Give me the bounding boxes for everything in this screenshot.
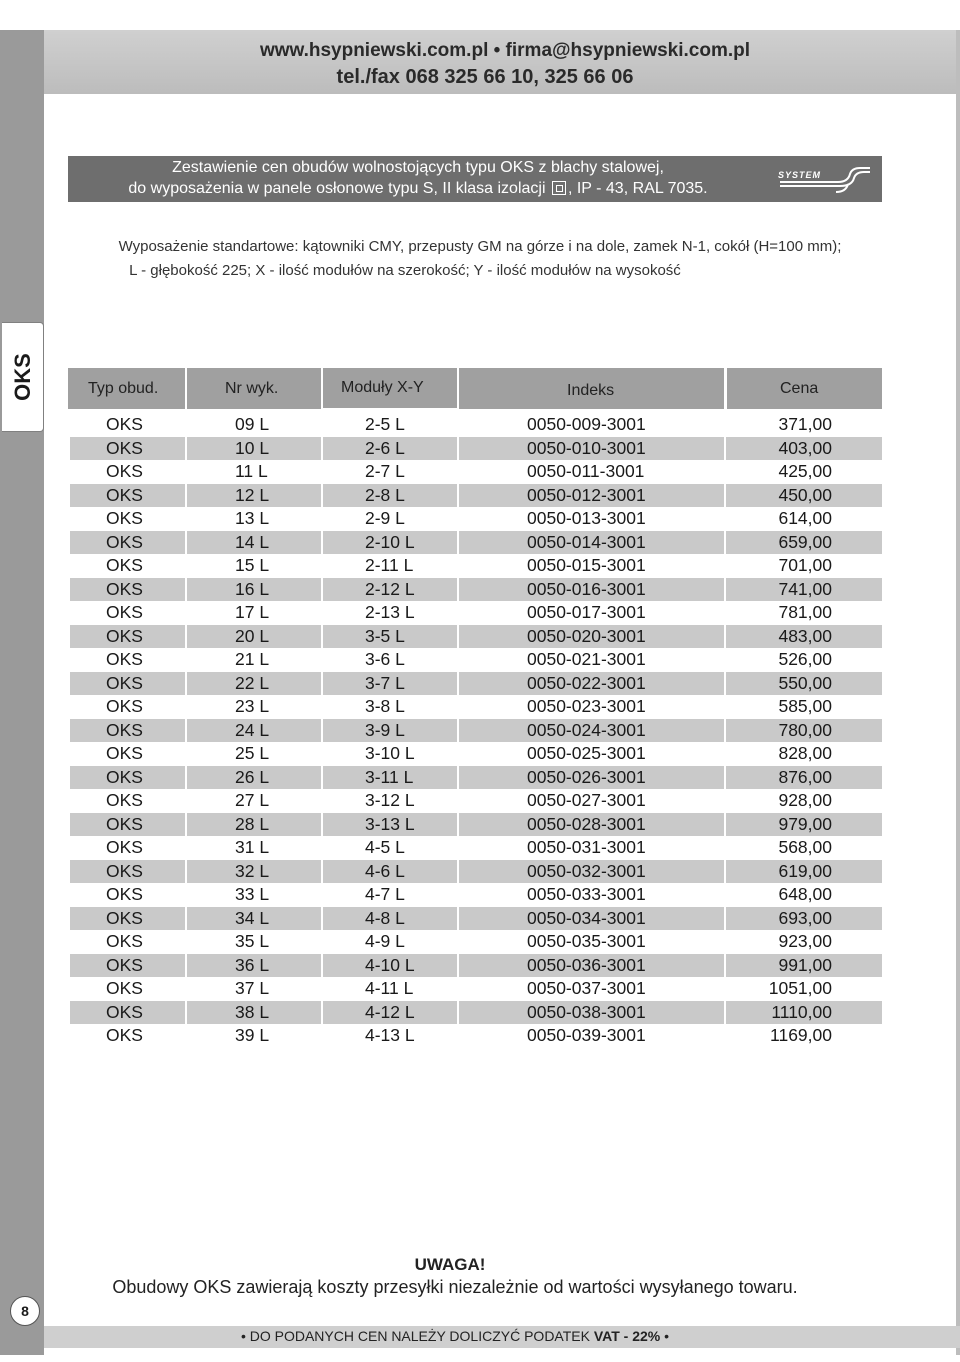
- cell-nr: 27 L: [235, 790, 270, 811]
- cell-typ: OKS: [106, 954, 143, 975]
- cell-typ: OKS: [106, 578, 143, 599]
- column-divider: [185, 954, 187, 978]
- column-divider: [185, 766, 187, 790]
- cell-typ: OKS: [106, 978, 143, 999]
- cell-cena: 741,00: [778, 578, 832, 599]
- column-divider: [724, 1001, 726, 1025]
- table-row: [68, 460, 882, 484]
- cell-moduly: 3-8 L: [365, 696, 405, 717]
- cell-cena: 568,00: [778, 837, 832, 858]
- system-logo: [778, 166, 873, 194]
- cell-nr: 35 L: [235, 931, 270, 952]
- cell-indeks: 0050-012-3001: [527, 484, 646, 505]
- cell-cena: 979,00: [778, 813, 832, 834]
- column-divider: [321, 531, 323, 555]
- column-divider: [185, 672, 187, 696]
- cell-indeks: 0050-031-3001: [527, 837, 646, 858]
- table-row: [68, 531, 882, 555]
- cell-moduly: 4-6 L: [365, 860, 405, 881]
- cell-indeks: 0050-039-3001: [527, 1025, 646, 1046]
- table-row: [68, 672, 882, 696]
- cell-moduly: 2-10 L: [365, 531, 415, 552]
- cell-moduly: 4-8 L: [365, 907, 405, 928]
- cell-nr: 22 L: [235, 672, 270, 693]
- cell-moduly: 2-12 L: [365, 578, 415, 599]
- cell-cena: 780,00: [778, 719, 832, 740]
- column-divider: [185, 625, 187, 649]
- cell-indeks: 0050-014-3001: [527, 531, 646, 552]
- cell-cena: 483,00: [778, 625, 832, 646]
- cell-nr: 31 L: [235, 837, 270, 858]
- column-divider: [185, 484, 187, 508]
- cell-moduly: 3-13 L: [365, 813, 415, 834]
- table-row: [68, 1024, 882, 1048]
- description-line-2: L - głębokość 225; X - ilość modułów na szerokość; Y - ilość modułów na wysokość: [129, 262, 681, 279]
- cell-indeks: 0050-021-3001: [527, 649, 646, 670]
- cell-indeks: 0050-017-3001: [527, 602, 646, 623]
- table-row: [68, 977, 882, 1001]
- table-row: [68, 554, 882, 578]
- cell-nr: 15 L: [235, 555, 270, 576]
- cell-typ: OKS: [106, 649, 143, 670]
- cell-cena: 701,00: [778, 555, 832, 576]
- cell-typ: OKS: [106, 813, 143, 834]
- column-divider: [724, 954, 726, 978]
- table-row: [68, 719, 882, 743]
- cell-indeks: 0050-028-3001: [527, 813, 646, 834]
- column-divider: [724, 578, 726, 602]
- cell-typ: OKS: [106, 719, 143, 740]
- cell-typ: OKS: [106, 743, 143, 764]
- cell-moduly: 2-8 L: [365, 484, 405, 505]
- cell-nr: 10 L: [235, 437, 270, 458]
- column-divider: [724, 437, 726, 461]
- footer-vat-note: [0, 1328, 960, 1344]
- column-divider: [724, 672, 726, 696]
- table-row: [68, 578, 882, 602]
- footer-text-end: •: [660, 1328, 670, 1344]
- footer-text-start: • DO PODANYCH CEN NALEŻY DOLICZYĆ PODATEK: [240, 1328, 594, 1344]
- title-box: [68, 156, 882, 202]
- cell-cena: 659,00: [778, 531, 832, 552]
- cell-moduly: 4-7 L: [365, 884, 405, 905]
- column-divider: [321, 813, 323, 837]
- cell-cena: 550,00: [778, 672, 832, 693]
- cell-indeks: 0050-011-3001: [527, 461, 645, 482]
- table-row: [68, 1001, 882, 1025]
- cell-moduly: 2-6 L: [365, 437, 405, 458]
- cell-typ: OKS: [106, 461, 143, 482]
- column-header-typ: Typ obud.: [68, 368, 185, 409]
- cell-nr: 23 L: [235, 696, 270, 717]
- page-number: 8: [10, 1296, 40, 1326]
- cell-indeks: 0050-016-3001: [527, 578, 646, 599]
- cell-indeks: 0050-034-3001: [527, 907, 646, 928]
- cell-nr: 21 L: [235, 649, 270, 670]
- column-divider: [724, 625, 726, 649]
- column-divider: [321, 766, 323, 790]
- cell-typ: OKS: [106, 696, 143, 717]
- cell-moduly: 4-11 L: [365, 978, 414, 999]
- cell-nr: 16 L: [235, 578, 270, 599]
- cell-cena: 991,00: [778, 954, 832, 975]
- cell-cena: 876,00: [778, 766, 832, 787]
- cell-moduly: 3-11 L: [365, 766, 414, 787]
- notice-text: Obudowy OKS zawierają koszty przesyłki niezależnie od wartości wysyłanego towaru.: [112, 1277, 798, 1297]
- column-divider: [724, 813, 726, 837]
- table-row: [68, 437, 882, 461]
- cell-indeks: 0050-036-3001: [527, 954, 646, 975]
- cell-typ: OKS: [106, 860, 143, 881]
- table-row: [68, 648, 882, 672]
- cell-indeks: 0050-032-3001: [527, 860, 646, 881]
- cell-moduly: 2-7 L: [365, 461, 405, 482]
- cell-typ: OKS: [106, 437, 143, 458]
- cell-indeks: 0050-020-3001: [527, 625, 646, 646]
- column-divider: [457, 860, 459, 884]
- cell-cena: 648,00: [778, 884, 832, 905]
- cell-indeks: 0050-024-3001: [527, 719, 646, 740]
- header-contact-web-email: www.hsypniewski.com.pl • firma@hsypniewski.com.pl: [259, 40, 751, 61]
- cell-typ: OKS: [106, 1001, 143, 1022]
- cell-nr: 24 L: [235, 719, 270, 740]
- column-divider: [185, 531, 187, 555]
- column-divider: [321, 672, 323, 696]
- cell-cena: 614,00: [778, 508, 832, 529]
- table-row: [68, 507, 882, 531]
- cell-cena: 425,00: [778, 461, 832, 482]
- cell-cena: 928,00: [778, 790, 832, 811]
- cell-typ: OKS: [106, 555, 143, 576]
- column-divider: [185, 437, 187, 461]
- cell-typ: OKS: [106, 931, 143, 952]
- column-divider: [457, 672, 459, 696]
- cell-typ: OKS: [106, 414, 143, 435]
- column-divider: [321, 625, 323, 649]
- table-row: [68, 883, 882, 907]
- cell-typ: OKS: [106, 907, 143, 928]
- column-divider: [457, 625, 459, 649]
- table-row: [68, 625, 882, 649]
- column-divider: [321, 437, 323, 461]
- cell-cena: 1051,00: [768, 978, 832, 999]
- cell-typ: OKS: [106, 672, 143, 693]
- table-row: [68, 742, 882, 766]
- table-row: [68, 484, 882, 508]
- cell-nr: 26 L: [235, 766, 270, 787]
- table-row: [68, 413, 882, 437]
- cell-nr: 32 L: [235, 860, 270, 881]
- cell-moduly: 3-7 L: [365, 672, 405, 693]
- cell-cena: 619,00: [778, 860, 832, 881]
- column-divider: [724, 907, 726, 931]
- cell-indeks: 0050-035-3001: [527, 931, 646, 952]
- right-side-strip: [956, 30, 960, 1355]
- table-row: [68, 954, 882, 978]
- column-header-nr: Nr wyk.: [187, 368, 321, 409]
- column-divider: [457, 578, 459, 602]
- cell-nr: 34 L: [235, 907, 270, 928]
- cell-moduly: 2-9 L: [365, 508, 405, 529]
- column-divider: [321, 860, 323, 884]
- column-divider: [724, 766, 726, 790]
- cell-typ: OKS: [106, 625, 143, 646]
- price-table: [68, 413, 882, 1048]
- cell-indeks: 0050-025-3001: [527, 743, 646, 764]
- cell-moduly: 4-13 L: [365, 1025, 415, 1046]
- column-header-moduly: Moduły X-Y: [323, 368, 457, 408]
- cell-moduly: 3-5 L: [365, 625, 405, 646]
- cell-moduly: 3-12 L: [365, 790, 415, 811]
- cell-moduly: 2-11 L: [365, 555, 414, 576]
- cell-typ: OKS: [106, 531, 143, 552]
- column-divider: [321, 578, 323, 602]
- cell-nr: 09 L: [235, 414, 270, 435]
- cell-moduly: 2-13 L: [365, 602, 415, 623]
- column-divider: [457, 437, 459, 461]
- column-divider: [185, 860, 187, 884]
- cell-nr: 39 L: [235, 1025, 270, 1046]
- cell-indeks: 0050-026-3001: [527, 766, 646, 787]
- cell-indeks: 0050-009-3001: [527, 414, 646, 435]
- cell-indeks: 0050-015-3001: [527, 555, 646, 576]
- column-divider: [321, 954, 323, 978]
- cell-indeks: 0050-027-3001: [527, 790, 646, 811]
- column-divider: [457, 954, 459, 978]
- cell-cena: 1169,00: [770, 1025, 832, 1046]
- cell-nr: 37 L: [235, 978, 270, 999]
- title-line-2: [68, 180, 768, 198]
- table-row: [68, 860, 882, 884]
- cell-indeks: 0050-038-3001: [527, 1001, 646, 1022]
- cell-cena: 781,00: [778, 602, 832, 623]
- column-divider: [321, 484, 323, 508]
- side-tab-oks: [2, 322, 44, 432]
- column-header-cena: Cena: [727, 368, 882, 409]
- column-divider: [185, 813, 187, 837]
- column-divider: [724, 719, 726, 743]
- cell-moduly: 2-5 L: [365, 414, 405, 435]
- cell-typ: OKS: [106, 602, 143, 623]
- table-row: [68, 601, 882, 625]
- footer-vat: VAT - 22%: [593, 1328, 661, 1344]
- column-divider: [457, 719, 459, 743]
- cell-cena: 1110,00: [771, 1001, 832, 1022]
- cell-moduly: 3-9 L: [365, 719, 405, 740]
- cell-indeks: 0050-023-3001: [527, 696, 646, 717]
- cell-nr: 28 L: [235, 813, 270, 834]
- cell-typ: OKS: [106, 1025, 143, 1046]
- table-row: [68, 930, 882, 954]
- cell-cena: 923,00: [778, 931, 832, 952]
- cell-typ: OKS: [106, 508, 143, 529]
- cell-indeks: 0050-010-3001: [527, 437, 646, 458]
- title-line-1: Zestawienie cen obudów wolnostojących typu OKS z blachy stalowej,: [172, 159, 664, 176]
- cell-nr: 11 L: [235, 461, 268, 482]
- cell-cena: 828,00: [778, 743, 832, 764]
- cell-nr: 38 L: [235, 1001, 270, 1022]
- header-contact-phone: tel./fax 068 325 66 10, 325 66 06: [336, 66, 634, 88]
- cell-typ: OKS: [106, 484, 143, 505]
- cell-moduly: 3-10 L: [365, 743, 415, 764]
- column-divider: [724, 484, 726, 508]
- cell-nr: 36 L: [235, 954, 270, 975]
- title-line-2-start: do wyposażenia w panele osłonowe typu S, II klasa izolacji: [128, 180, 546, 197]
- table-row: [68, 836, 882, 860]
- cell-moduly: 4-9 L: [365, 931, 405, 952]
- system-logo-text: SYSTEM: [778, 170, 822, 180]
- table-row: [68, 789, 882, 813]
- column-divider: [185, 578, 187, 602]
- cell-indeks: 0050-013-3001: [527, 508, 646, 529]
- column-divider: [457, 766, 459, 790]
- notice-heading: UWAGA!: [414, 1255, 486, 1274]
- cell-nr: 33 L: [235, 884, 270, 905]
- cell-moduly: 3-6 L: [365, 649, 405, 670]
- cell-nr: 13 L: [235, 508, 270, 529]
- cell-indeks: 0050-037-3001: [527, 978, 646, 999]
- table-row: [68, 813, 882, 837]
- cell-moduly: 4-12 L: [365, 1001, 415, 1022]
- cell-nr: 25 L: [235, 743, 270, 764]
- left-side-band: [0, 30, 44, 1355]
- column-divider: [724, 860, 726, 884]
- cell-typ: OKS: [106, 766, 143, 787]
- cell-nr: 14 L: [235, 531, 270, 552]
- cell-typ: OKS: [106, 790, 143, 811]
- cell-indeks: 0050-033-3001: [527, 884, 646, 905]
- cell-typ: OKS: [106, 837, 143, 858]
- cell-nr: 12 L: [235, 484, 270, 505]
- column-divider: [457, 907, 459, 931]
- table-row: [68, 766, 882, 790]
- column-divider: [185, 907, 187, 931]
- column-divider: [457, 813, 459, 837]
- cell-cena: 371,00: [778, 414, 832, 435]
- double-insulation-icon: [552, 181, 566, 195]
- table-row: [68, 907, 882, 931]
- cell-indeks: 0050-022-3001: [527, 672, 646, 693]
- column-divider: [457, 484, 459, 508]
- column-divider: [457, 531, 459, 555]
- cell-cena: 450,00: [778, 484, 832, 505]
- cell-nr: 17 L: [235, 602, 270, 623]
- cell-cena: 693,00: [778, 907, 832, 928]
- cell-cena: 403,00: [778, 437, 832, 458]
- column-divider: [185, 1001, 187, 1025]
- cell-cena: 526,00: [778, 649, 832, 670]
- cell-nr: 20 L: [235, 625, 270, 646]
- cell-moduly: 4-5 L: [365, 837, 405, 858]
- column-divider: [321, 907, 323, 931]
- column-divider: [724, 531, 726, 555]
- side-tab-label: OKS: [9, 353, 35, 401]
- column-divider: [457, 1001, 459, 1025]
- description-line-1: Wyposażenie standartowe: kątowniki CMY, przepusty GM na górze i na dole, zamek N-1, cokół (H=100 mm);: [118, 238, 842, 255]
- table-row: [68, 695, 882, 719]
- cell-moduly: 4-10 L: [365, 954, 415, 975]
- column-divider: [185, 719, 187, 743]
- column-header-indeks: Indeks: [459, 368, 724, 409]
- column-divider: [321, 719, 323, 743]
- cell-cena: 585,00: [778, 696, 832, 717]
- cell-typ: OKS: [106, 884, 143, 905]
- title-line-2-end: , IP - 43, RAL 7035.: [567, 180, 708, 197]
- column-divider: [321, 1001, 323, 1025]
